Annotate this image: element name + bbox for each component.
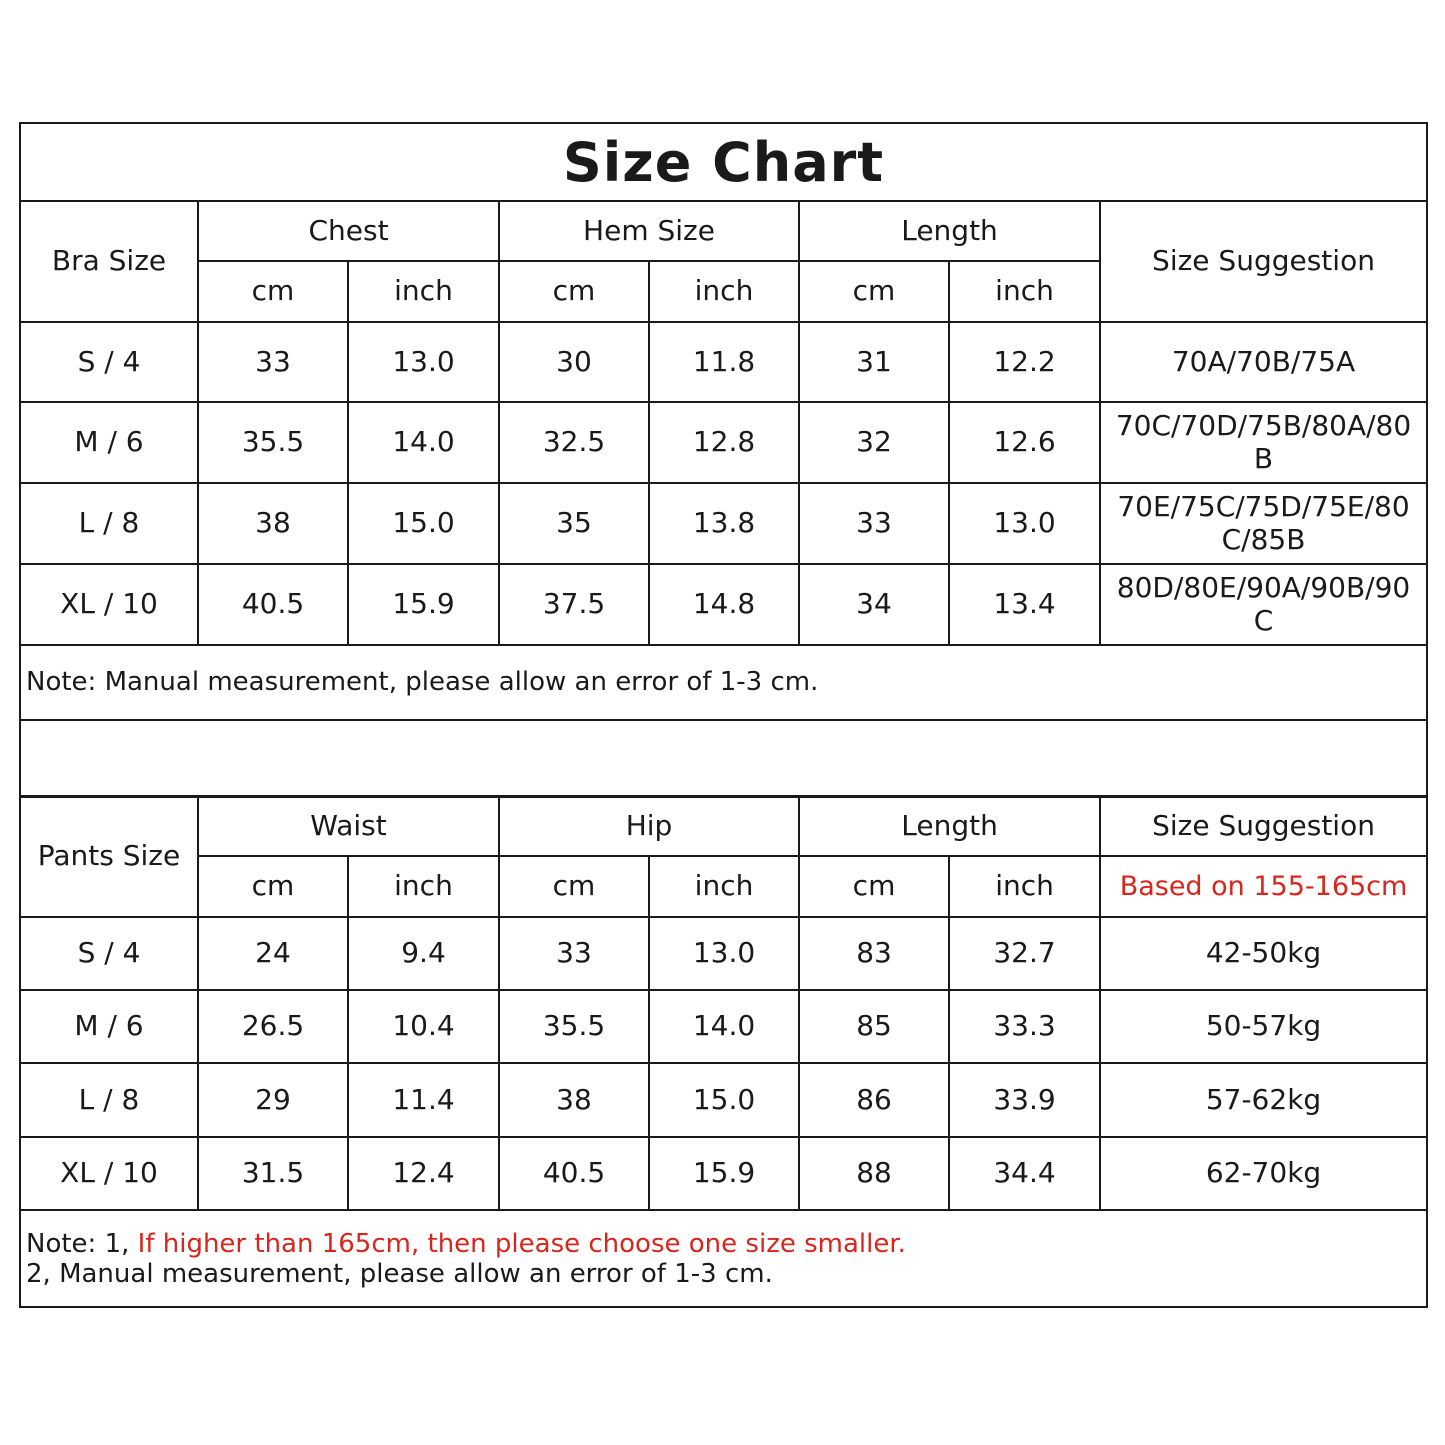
suggestion-cell <box>1100 322 1426 402</box>
table-row <box>21 990 1426 1063</box>
length-inch-cell: 12.6 <box>949 402 1100 483</box>
size-cell: S / 4 <box>21 322 198 402</box>
unit-cm: cm <box>198 856 348 917</box>
waist-inch-cell: 12.4 <box>348 1137 499 1210</box>
hem-cm-cell: 35 <box>499 483 649 564</box>
hem-inch-cell: 11.8 <box>649 322 799 402</box>
length-cm-cell: 88 <box>799 1137 949 1210</box>
unit-inch: inch <box>949 856 1100 917</box>
pants-note-line1 <box>26 1230 1426 1260</box>
chest-cm-cell: 38 <box>198 483 348 564</box>
chest-cm-cell: 33 <box>198 322 348 402</box>
hem-cm-cell: 32.5 <box>499 402 649 483</box>
unit-cm: cm <box>499 856 649 917</box>
pants-note-line2: 2, Manual measurement, please allow an error of 1-3 cm. <box>26 1258 773 1289</box>
table-row <box>21 1063 1426 1137</box>
suggestion-cell <box>1100 402 1426 483</box>
waist-cm-cell: 29 <box>198 1063 348 1137</box>
size-cell: S / 4 <box>21 917 198 990</box>
chest-cm-cell: 35.5 <box>198 402 348 483</box>
bra-note: Note: Manual measurement, please allow an error of 1-3 cm. <box>21 645 1426 720</box>
hem-inch-cell: 14.8 <box>649 564 799 645</box>
unit-inch: inch <box>348 856 499 917</box>
unit-inch: inch <box>949 261 1100 322</box>
table-row <box>21 1137 1426 1210</box>
waist-inch-cell: 10.4 <box>348 990 499 1063</box>
suggestion-cell: 42-50kg <box>1100 917 1426 990</box>
chest-header: Chest <box>198 201 499 261</box>
chest-cm-cell: 40.5 <box>198 564 348 645</box>
chest-inch-cell: 15.0 <box>348 483 499 564</box>
hip-cm-cell: 40.5 <box>499 1137 649 1210</box>
size-suggestion-header: Size Suggestion <box>1100 796 1426 856</box>
length-header: Length <box>799 201 1100 261</box>
table-row <box>21 402 1426 483</box>
suggestion-cell: 62-70kg <box>1100 1137 1426 1210</box>
size-cell: M / 6 <box>21 990 198 1063</box>
hip-cm-cell: 38 <box>499 1063 649 1137</box>
hem-inch-cell: 13.8 <box>649 483 799 564</box>
suggestion-text: 70E/75C/75D/75E/80C/85B <box>1117 490 1410 556</box>
waist-cm-cell: 24 <box>198 917 348 990</box>
length-cm-cell: 85 <box>799 990 949 1063</box>
section-spacer <box>21 720 1426 797</box>
waist-cm-cell: 31.5 <box>198 1137 348 1210</box>
suggestion-text: 70C/70D/75B/80A/80B <box>1115 409 1412 475</box>
bra-size-table <box>21 200 1426 798</box>
bra-size-header: Bra Size <box>21 201 198 322</box>
suggestion-cell: 57-62kg <box>1100 1063 1426 1137</box>
unit-inch: inch <box>649 856 799 917</box>
suggestion-cell: 50-57kg <box>1100 990 1426 1063</box>
hip-inch-cell: 14.0 <box>649 990 799 1063</box>
suggestion-text: 70A/70B/75A <box>1171 344 1356 378</box>
table-row <box>21 917 1426 990</box>
unit-cm: cm <box>499 261 649 322</box>
length-cm-cell: 34 <box>799 564 949 645</box>
hip-inch-cell: 15.9 <box>649 1137 799 1210</box>
hip-header: Hip <box>499 796 799 856</box>
hem-cm-cell: 30 <box>499 322 649 402</box>
length-inch-cell: 32.7 <box>949 917 1100 990</box>
pants-size-header: Pants Size <box>21 796 198 917</box>
hem-size-header: Hem Size <box>499 201 799 261</box>
hip-cm-cell: 35.5 <box>499 990 649 1063</box>
length-inch-cell: 13.0 <box>949 483 1100 564</box>
chest-inch-cell: 13.0 <box>348 322 499 402</box>
size-suggestion-header: Size Suggestion <box>1100 201 1426 322</box>
suggestion-text: 80D/80E/90A/90B/90C <box>1116 571 1411 637</box>
length-inch-cell: 33.3 <box>949 990 1100 1063</box>
table-row <box>21 564 1426 645</box>
waist-header: Waist <box>198 796 499 856</box>
length-inch-cell: 34.4 <box>949 1137 1100 1210</box>
pants-size-table <box>21 795 1426 1308</box>
length-inch-cell: 12.2 <box>949 322 1100 402</box>
size-cell: L / 8 <box>21 1063 198 1137</box>
suggestion-cell <box>1100 483 1426 564</box>
chest-inch-cell: 14.0 <box>348 402 499 483</box>
unit-cm: cm <box>799 261 949 322</box>
waist-cm-cell: 26.5 <box>198 990 348 1063</box>
table-row <box>21 322 1426 402</box>
unit-inch: inch <box>348 261 499 322</box>
unit-cm: cm <box>198 261 348 322</box>
chest-inch-cell: 15.9 <box>348 564 499 645</box>
size-cell: M / 6 <box>21 402 198 483</box>
unit-inch: inch <box>649 261 799 322</box>
note-prefix: Note: 1, <box>26 1228 138 1259</box>
length-cm-cell: 86 <box>799 1063 949 1137</box>
length-inch-cell: 13.4 <box>949 564 1100 645</box>
hip-inch-cell: 13.0 <box>649 917 799 990</box>
hem-cm-cell: 37.5 <box>499 564 649 645</box>
page-title: Size Chart <box>562 130 885 194</box>
size-cell: XL / 10 <box>21 1137 198 1210</box>
size-cell: XL / 10 <box>21 564 198 645</box>
hem-inch-cell: 12.8 <box>649 402 799 483</box>
suggestion-cell <box>1100 564 1426 645</box>
pants-note <box>21 1210 1426 1308</box>
note-warning: If higher than 165cm, then please choose one size smaller. <box>137 1228 906 1259</box>
length-inch-cell: 33.9 <box>949 1063 1100 1137</box>
waist-inch-cell: 9.4 <box>348 917 499 990</box>
unit-cm: cm <box>799 856 949 917</box>
suggestion-basis: Based on 155-165cm <box>1100 856 1426 917</box>
table-row <box>21 483 1426 564</box>
hip-inch-cell: 15.0 <box>649 1063 799 1137</box>
length-header: Length <box>799 796 1100 856</box>
size-cell: L / 8 <box>21 483 198 564</box>
length-cm-cell: 33 <box>799 483 949 564</box>
length-cm-cell: 32 <box>799 402 949 483</box>
length-cm-cell: 31 <box>799 322 949 402</box>
length-cm-cell: 83 <box>799 917 949 990</box>
size-chart-sheet <box>19 122 1428 1308</box>
hip-cm-cell: 33 <box>499 917 649 990</box>
waist-inch-cell: 11.4 <box>348 1063 499 1137</box>
